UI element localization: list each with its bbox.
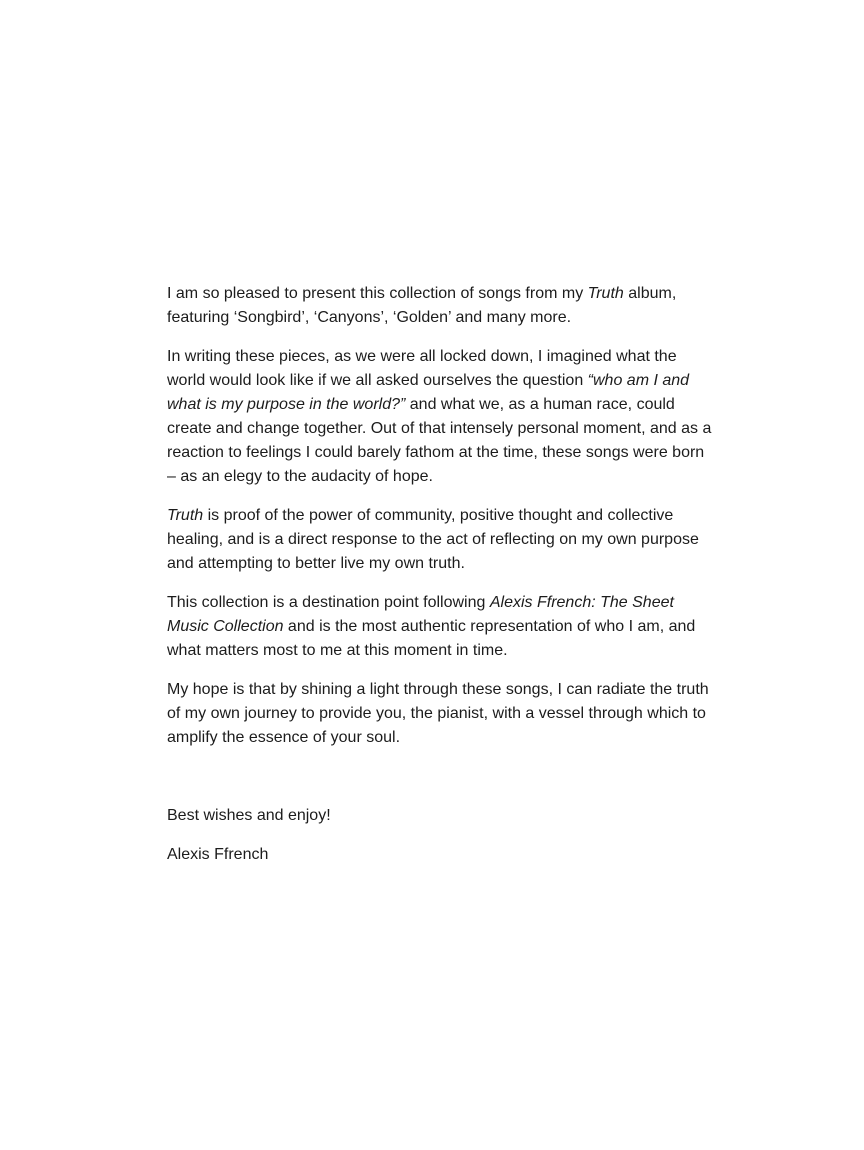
- text: is proof of the power of community, positive thought and collective healing, and is a direct response to the act of reflecting on my own purpose and attempting to better live my own truth.: [167, 507, 699, 572]
- text: My hope is that by shining a light through these songs, I can radiate the truth of my own journey to provide you, the pianist, with a vessel through which to amplify the essence of your soul.: [167, 681, 709, 746]
- paragraph-hope: [167, 678, 712, 750]
- text: This collection is a destination point following: [167, 594, 490, 611]
- paragraph-truth: [167, 504, 712, 576]
- spacer: [167, 765, 712, 804]
- paragraph-writing: [167, 345, 712, 489]
- quoted-question: “who am I and what is my purpose in the world?”: [167, 372, 690, 413]
- album-title: Truth: [167, 507, 204, 524]
- text: I am so pleased to present this collection of songs from my: [167, 285, 588, 302]
- text: and what we, as a human race, could create and change together. Out of that intensely personal moment, and as a reaction to feelings I could barely fathom at the time, these songs were born – as an elegy to the audacity of hope.: [167, 396, 712, 485]
- book-title: Alexis Ffrench: The Sheet Music Collection: [167, 594, 674, 635]
- closing-line: Best wishes and enjoy!: [167, 807, 331, 824]
- text: album, featuring ‘Songbird’, ‘Canyons’, ‘Golden’ and many more.: [167, 285, 677, 326]
- signature: Alexis Ffrench: [167, 846, 269, 863]
- paragraph-intro: [167, 282, 712, 330]
- paragraph-collection: [167, 591, 712, 663]
- text: and is the most authentic representation of who I am, and what matters most to me at this moment in time.: [167, 618, 696, 659]
- letter-body: [167, 282, 712, 882]
- text: In writing these pieces, as we were all locked down, I imagined what the world would look like if we all asked ourselves the question: [167, 348, 677, 389]
- album-title: Truth: [587, 285, 624, 302]
